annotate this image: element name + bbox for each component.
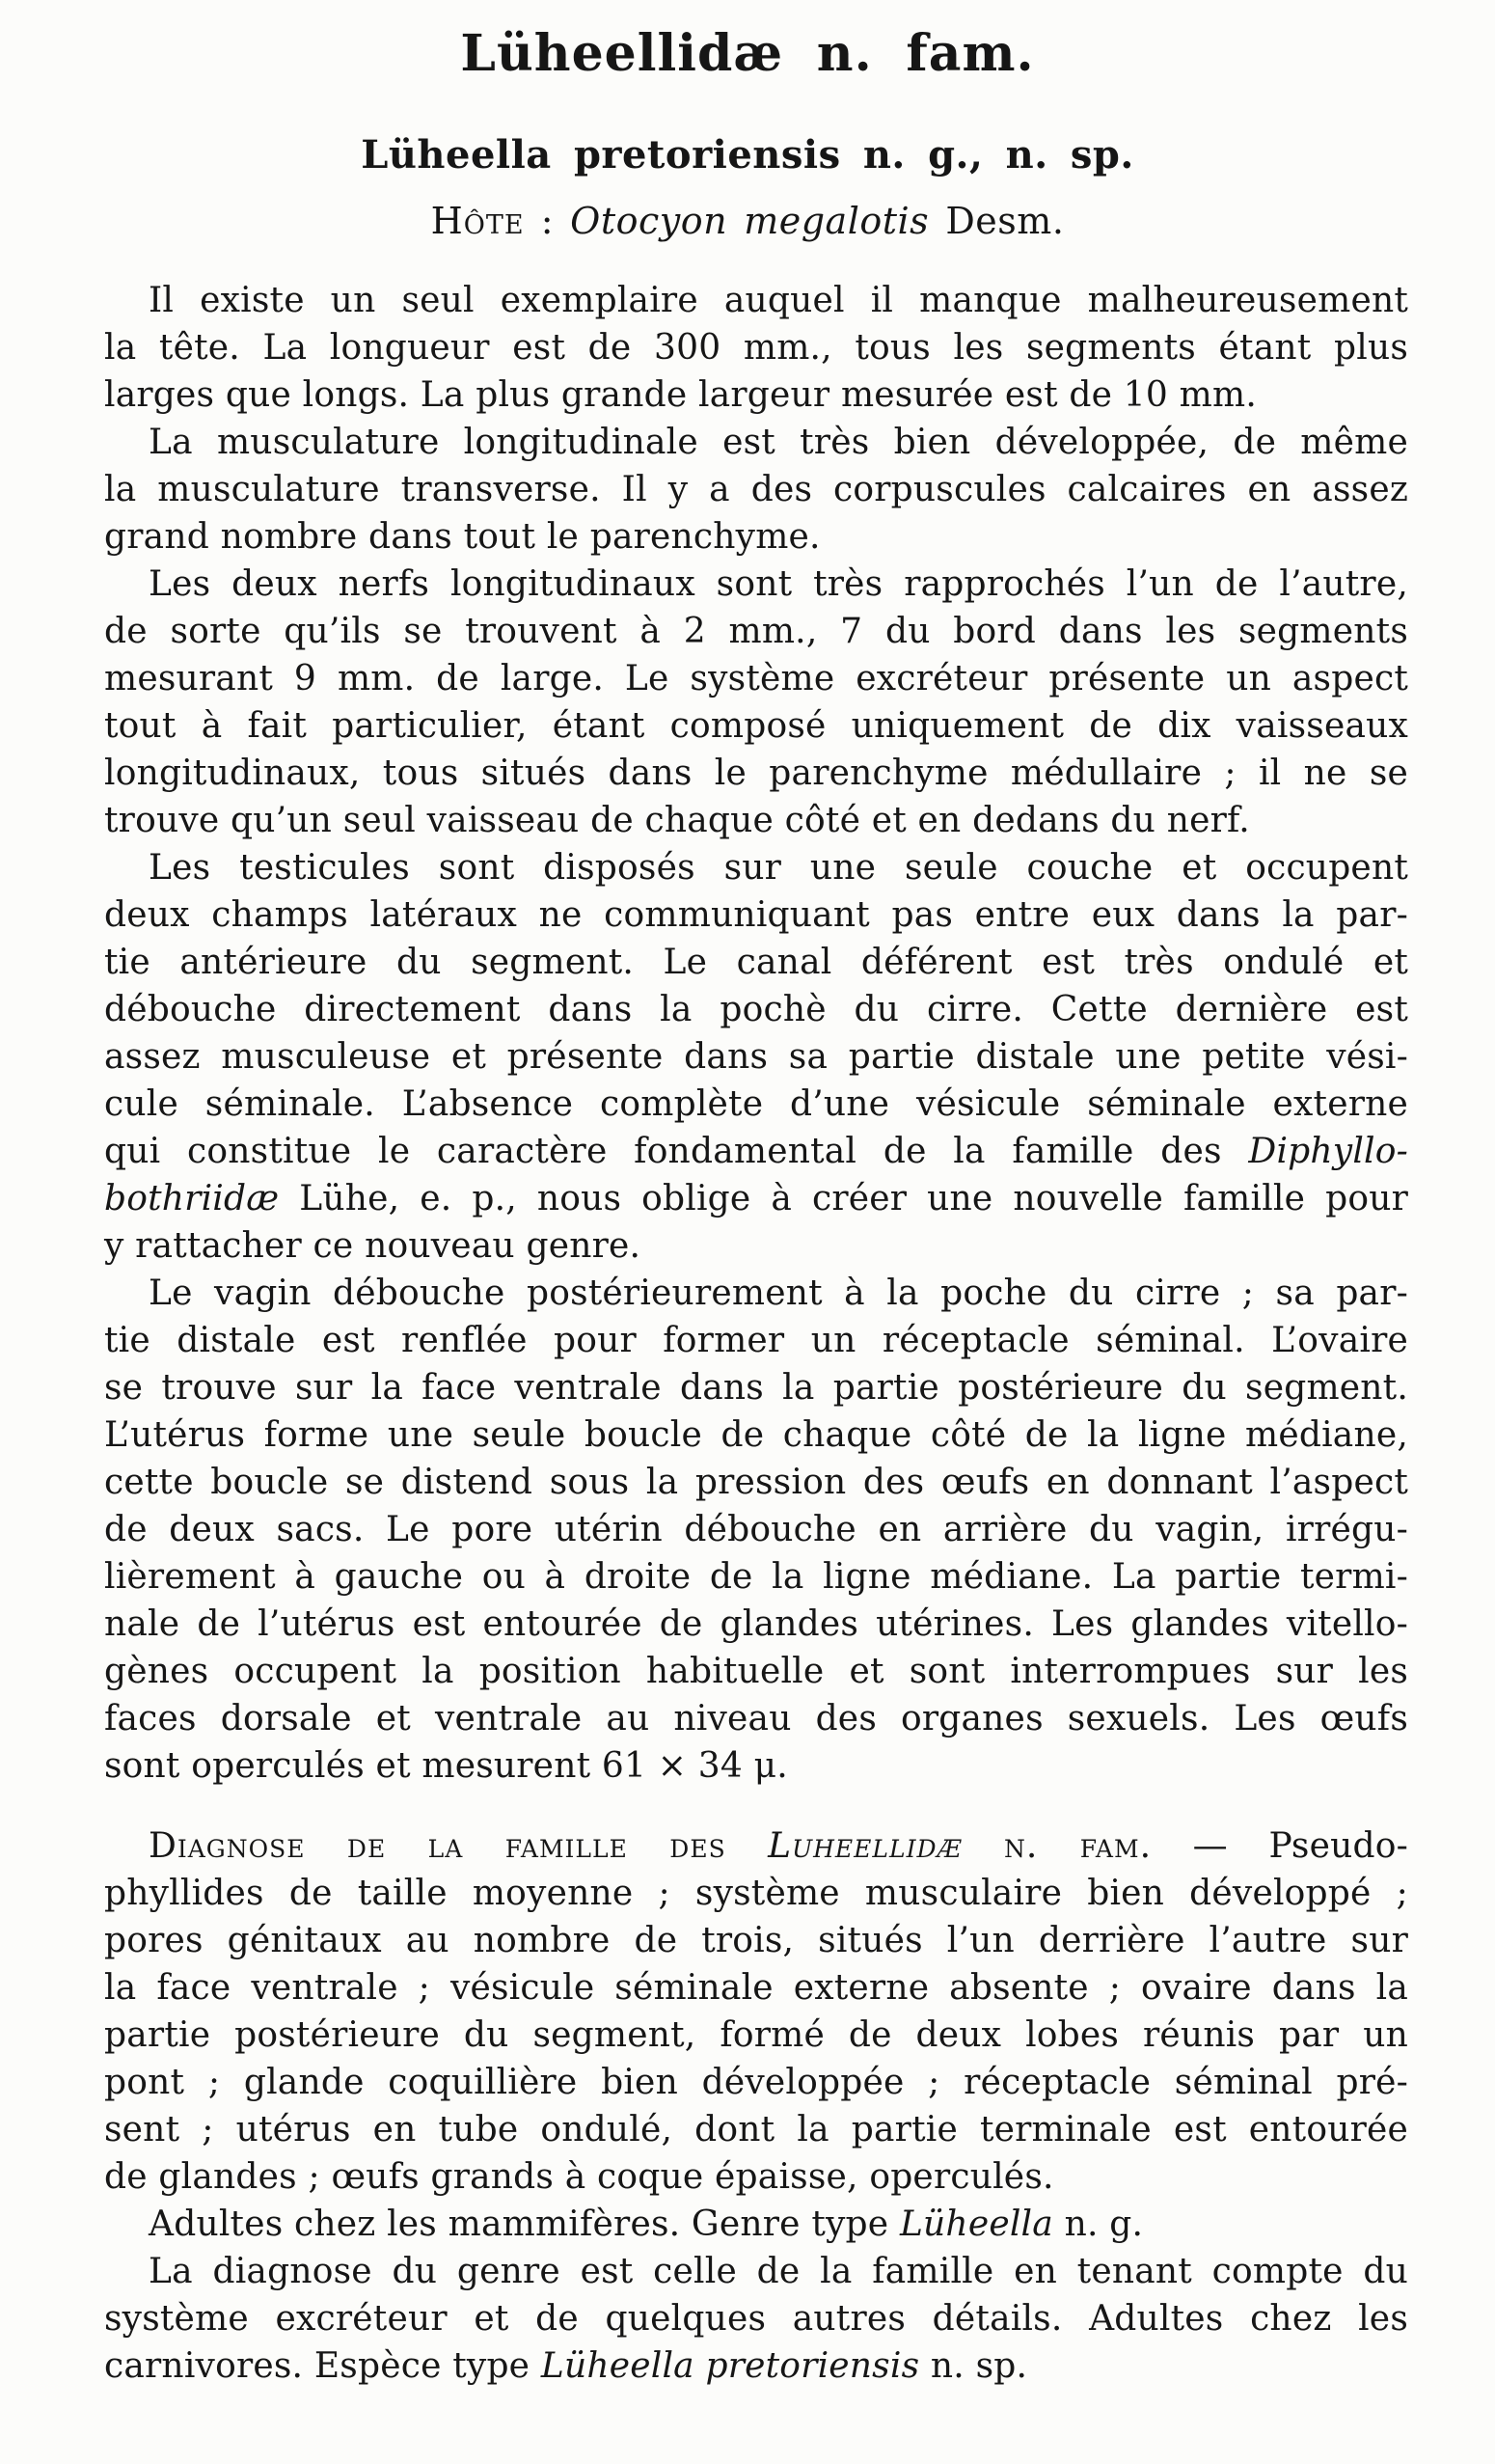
text-segment: pores génitaux au nombre de trois, situés l’un derrière l’autre sur bbox=[104, 1921, 1408, 1961]
text-line bbox=[104, 2012, 1408, 2059]
text-line bbox=[104, 750, 1408, 797]
text-segment: Les deux nerfs longitudinaux sont très rapprochés l’un de l’autre, bbox=[149, 564, 1408, 605]
text-segment: faces dorsale et ventrale au niveau des organes sexuels. Les œufs bbox=[104, 1699, 1408, 1739]
paragraph bbox=[104, 277, 1408, 419]
text-line bbox=[104, 1553, 1408, 1601]
text-segment: larges que longs. La plus grande largeur mesurée est de 10 mm. bbox=[104, 375, 1257, 416]
text-segment: la tête. La longueur est de 300 mm., tous les segments étant plus bbox=[104, 328, 1408, 369]
text-line bbox=[104, 1648, 1408, 1695]
text-segment: Les testicules sont disposés sur une seule couche et occupent bbox=[149, 848, 1408, 889]
text-line bbox=[104, 608, 1408, 655]
text-line bbox=[104, 797, 1408, 844]
paragraph bbox=[104, 2201, 1408, 2248]
text-segment: — Pseudo- bbox=[1152, 1826, 1408, 1867]
paragraph bbox=[104, 2248, 1408, 2390]
text-line bbox=[104, 939, 1408, 986]
text-segment: tie distale est renflée pour former un réceptacle séminal. L’ovaire bbox=[104, 1321, 1408, 1361]
text-segment: la face ventrale ; vésicule séminale externe absente ; ovaire dans la bbox=[104, 1968, 1408, 2009]
text-segment: Diagnose de la famille des bbox=[149, 1826, 769, 1867]
text-segment: Lühe, e. p., nous oblige à créer une nouvelle famille pour bbox=[279, 1179, 1408, 1219]
text-segment: L’utérus forme une seule boucle de chaque côté de la ligne médiane, bbox=[104, 1415, 1408, 1456]
text-segment: qui constitue le caractère fondamental de la famille des bbox=[104, 1132, 1249, 1172]
text-segment: débouche directement dans la pochè du cirre. Cette dernière est bbox=[104, 990, 1408, 1030]
text-segment: bothriidæ bbox=[104, 1179, 280, 1219]
text-line bbox=[104, 2295, 1408, 2342]
text-line bbox=[104, 844, 1408, 891]
text-line bbox=[104, 277, 1408, 324]
text-line bbox=[104, 324, 1408, 371]
text-segment: cule séminale. L’absence complète d’une vésicule séminale externe bbox=[104, 1084, 1408, 1125]
text-segment: Adultes chez les mammifères. Genre type bbox=[149, 2204, 900, 2245]
text-line bbox=[104, 1128, 1408, 1175]
text-segment: de sorte qu’ils se trouvent à 2 mm., 7 du bord dans les segments bbox=[104, 612, 1408, 652]
text-line bbox=[104, 1317, 1408, 1364]
text-line bbox=[104, 1459, 1408, 1506]
text-line bbox=[104, 371, 1408, 419]
text-segment: sont operculés et mesurent 61 × 34 μ. bbox=[104, 1746, 788, 1787]
text-segment: sent ; utérus en tube ondulé, dont la partie terminale est entourée bbox=[104, 2110, 1408, 2150]
paragraph bbox=[104, 844, 1408, 1270]
text-line bbox=[104, 1870, 1408, 1917]
text-line bbox=[104, 1964, 1408, 2012]
text-segment: deux champs latéraux ne communiquant pas entre eux dans la par- bbox=[104, 895, 1408, 936]
text-line bbox=[104, 702, 1408, 750]
text-line bbox=[104, 1601, 1408, 1648]
text-segment: n. sp. bbox=[919, 2346, 1028, 2387]
text-segment: longitudinaux, tous situés dans le parenchyme médullaire ; il ne se bbox=[104, 753, 1408, 794]
text-line bbox=[104, 2153, 1408, 2201]
text-segment: tie antérieure du segment. Le canal déférent est très ondulé et bbox=[104, 943, 1408, 983]
text-segment: grand nombre dans tout le parenchyme. bbox=[104, 517, 821, 558]
text-segment: carnivores. Espèce type bbox=[104, 2346, 541, 2387]
text-line bbox=[104, 1742, 1408, 1790]
text-line bbox=[104, 1222, 1408, 1270]
text-segment: Desm. bbox=[929, 199, 1065, 242]
paragraph bbox=[104, 561, 1408, 844]
text-segment: la musculature transverse. Il y a des corpuscules calcaires en assez bbox=[104, 470, 1408, 510]
body-text bbox=[104, 277, 1408, 2390]
family-title: Lüheellidæ n. fam. bbox=[460, 24, 1035, 83]
text-line bbox=[104, 466, 1408, 513]
text-line bbox=[104, 561, 1408, 608]
text-line bbox=[104, 419, 1408, 466]
text-segment: La musculature longitudinale est très bien développée, de même bbox=[149, 423, 1408, 463]
text-line bbox=[104, 986, 1408, 1033]
text-line bbox=[104, 1364, 1408, 1411]
paragraph bbox=[104, 1270, 1408, 1790]
text-line bbox=[104, 2059, 1408, 2106]
species-heading: Lüheella pretoriensis n. g., n. sp. bbox=[361, 131, 1134, 178]
text-segment: n. fam. bbox=[962, 1826, 1153, 1867]
text-line bbox=[104, 1822, 1408, 1870]
text-segment: se trouve sur la face ventrale dans la partie postérieure du segment. bbox=[104, 1368, 1408, 1409]
text-segment: cette boucle se distend sous la pression des œufs en donnant l’aspect bbox=[104, 1463, 1408, 1503]
text-segment: : bbox=[524, 199, 571, 242]
text-segment: Diphyllo- bbox=[1248, 1132, 1408, 1172]
text-segment: gènes occupent la position habituelle et sont interrompues sur les bbox=[104, 1652, 1408, 1692]
text-line bbox=[104, 1081, 1408, 1128]
text-line bbox=[104, 1411, 1408, 1459]
text-segment: Otocyon megalotis bbox=[570, 199, 930, 242]
text-segment: système excréteur et de quelques autres détails. Adultes chez les bbox=[104, 2299, 1408, 2340]
text-segment: Hôte bbox=[430, 199, 525, 242]
text-segment: y rattacher ce nouveau genre. bbox=[104, 1226, 641, 1267]
text-segment: n. g. bbox=[1052, 2204, 1144, 2245]
text-segment: trouve qu’un seul vaisseau de chaque côté et en dedans du nerf. bbox=[104, 801, 1250, 841]
text-segment: Le vagin débouche postérieurement à la poche du cirre ; sa par- bbox=[149, 1273, 1408, 1314]
text-line bbox=[104, 1917, 1408, 1964]
paragraph bbox=[104, 1822, 1408, 2201]
text-line bbox=[104, 1506, 1408, 1553]
text-line bbox=[104, 2248, 1408, 2295]
text-line bbox=[104, 2342, 1408, 2390]
text-line bbox=[104, 1033, 1408, 1081]
text-line bbox=[104, 1270, 1408, 1317]
text-line bbox=[104, 2106, 1408, 2153]
text-segment: Lüheella bbox=[899, 2204, 1053, 2245]
text-segment: partie postérieure du segment, formé de deux lobes réunis par un bbox=[104, 2015, 1408, 2056]
text-line bbox=[104, 1175, 1408, 1222]
text-segment: mesurant 9 mm. de large. Le système excréteur présente un aspect bbox=[104, 659, 1408, 699]
text-line bbox=[104, 891, 1408, 939]
text-line bbox=[104, 1695, 1408, 1742]
text-segment: nale de l’utérus est entourée de glandes utérines. Les glandes vitello- bbox=[104, 1604, 1408, 1645]
text-segment: phyllides de taille moyenne ; système musculaire bien développé ; bbox=[104, 1874, 1408, 1914]
text-segment: Luheellidæ bbox=[768, 1826, 963, 1867]
text-segment: lièrement à gauche ou à droite de la ligne médiane. La partie termi- bbox=[104, 1557, 1408, 1598]
paragraph bbox=[104, 419, 1408, 561]
text-segment: pont ; glande coquillière bien développée ; réceptacle séminal pré- bbox=[104, 2063, 1408, 2103]
host-line bbox=[92, 201, 1403, 243]
text-line bbox=[104, 655, 1408, 702]
text-segment: assez musculeuse et présente dans sa partie distale une petite vési- bbox=[104, 1037, 1408, 1078]
text-line bbox=[104, 2201, 1408, 2248]
text-line bbox=[104, 513, 1408, 561]
text-segment: Lüheella pretoriensis bbox=[540, 2346, 920, 2387]
text-segment: tout à fait particulier, étant composé uniquement de dix vaisseaux bbox=[104, 706, 1408, 747]
text-segment: de deux sacs. Le pore utérin débouche en arrière du vagin, irrégu- bbox=[104, 1510, 1408, 1550]
text-segment: La diagnose du genre est celle de la famille en tenant compte du bbox=[149, 2252, 1408, 2292]
text-segment: Il existe un seul exemplaire auquel il manque malheureusement bbox=[149, 281, 1408, 321]
text-segment: de glandes ; œufs grands à coque épaisse, operculés. bbox=[104, 2157, 1054, 2198]
